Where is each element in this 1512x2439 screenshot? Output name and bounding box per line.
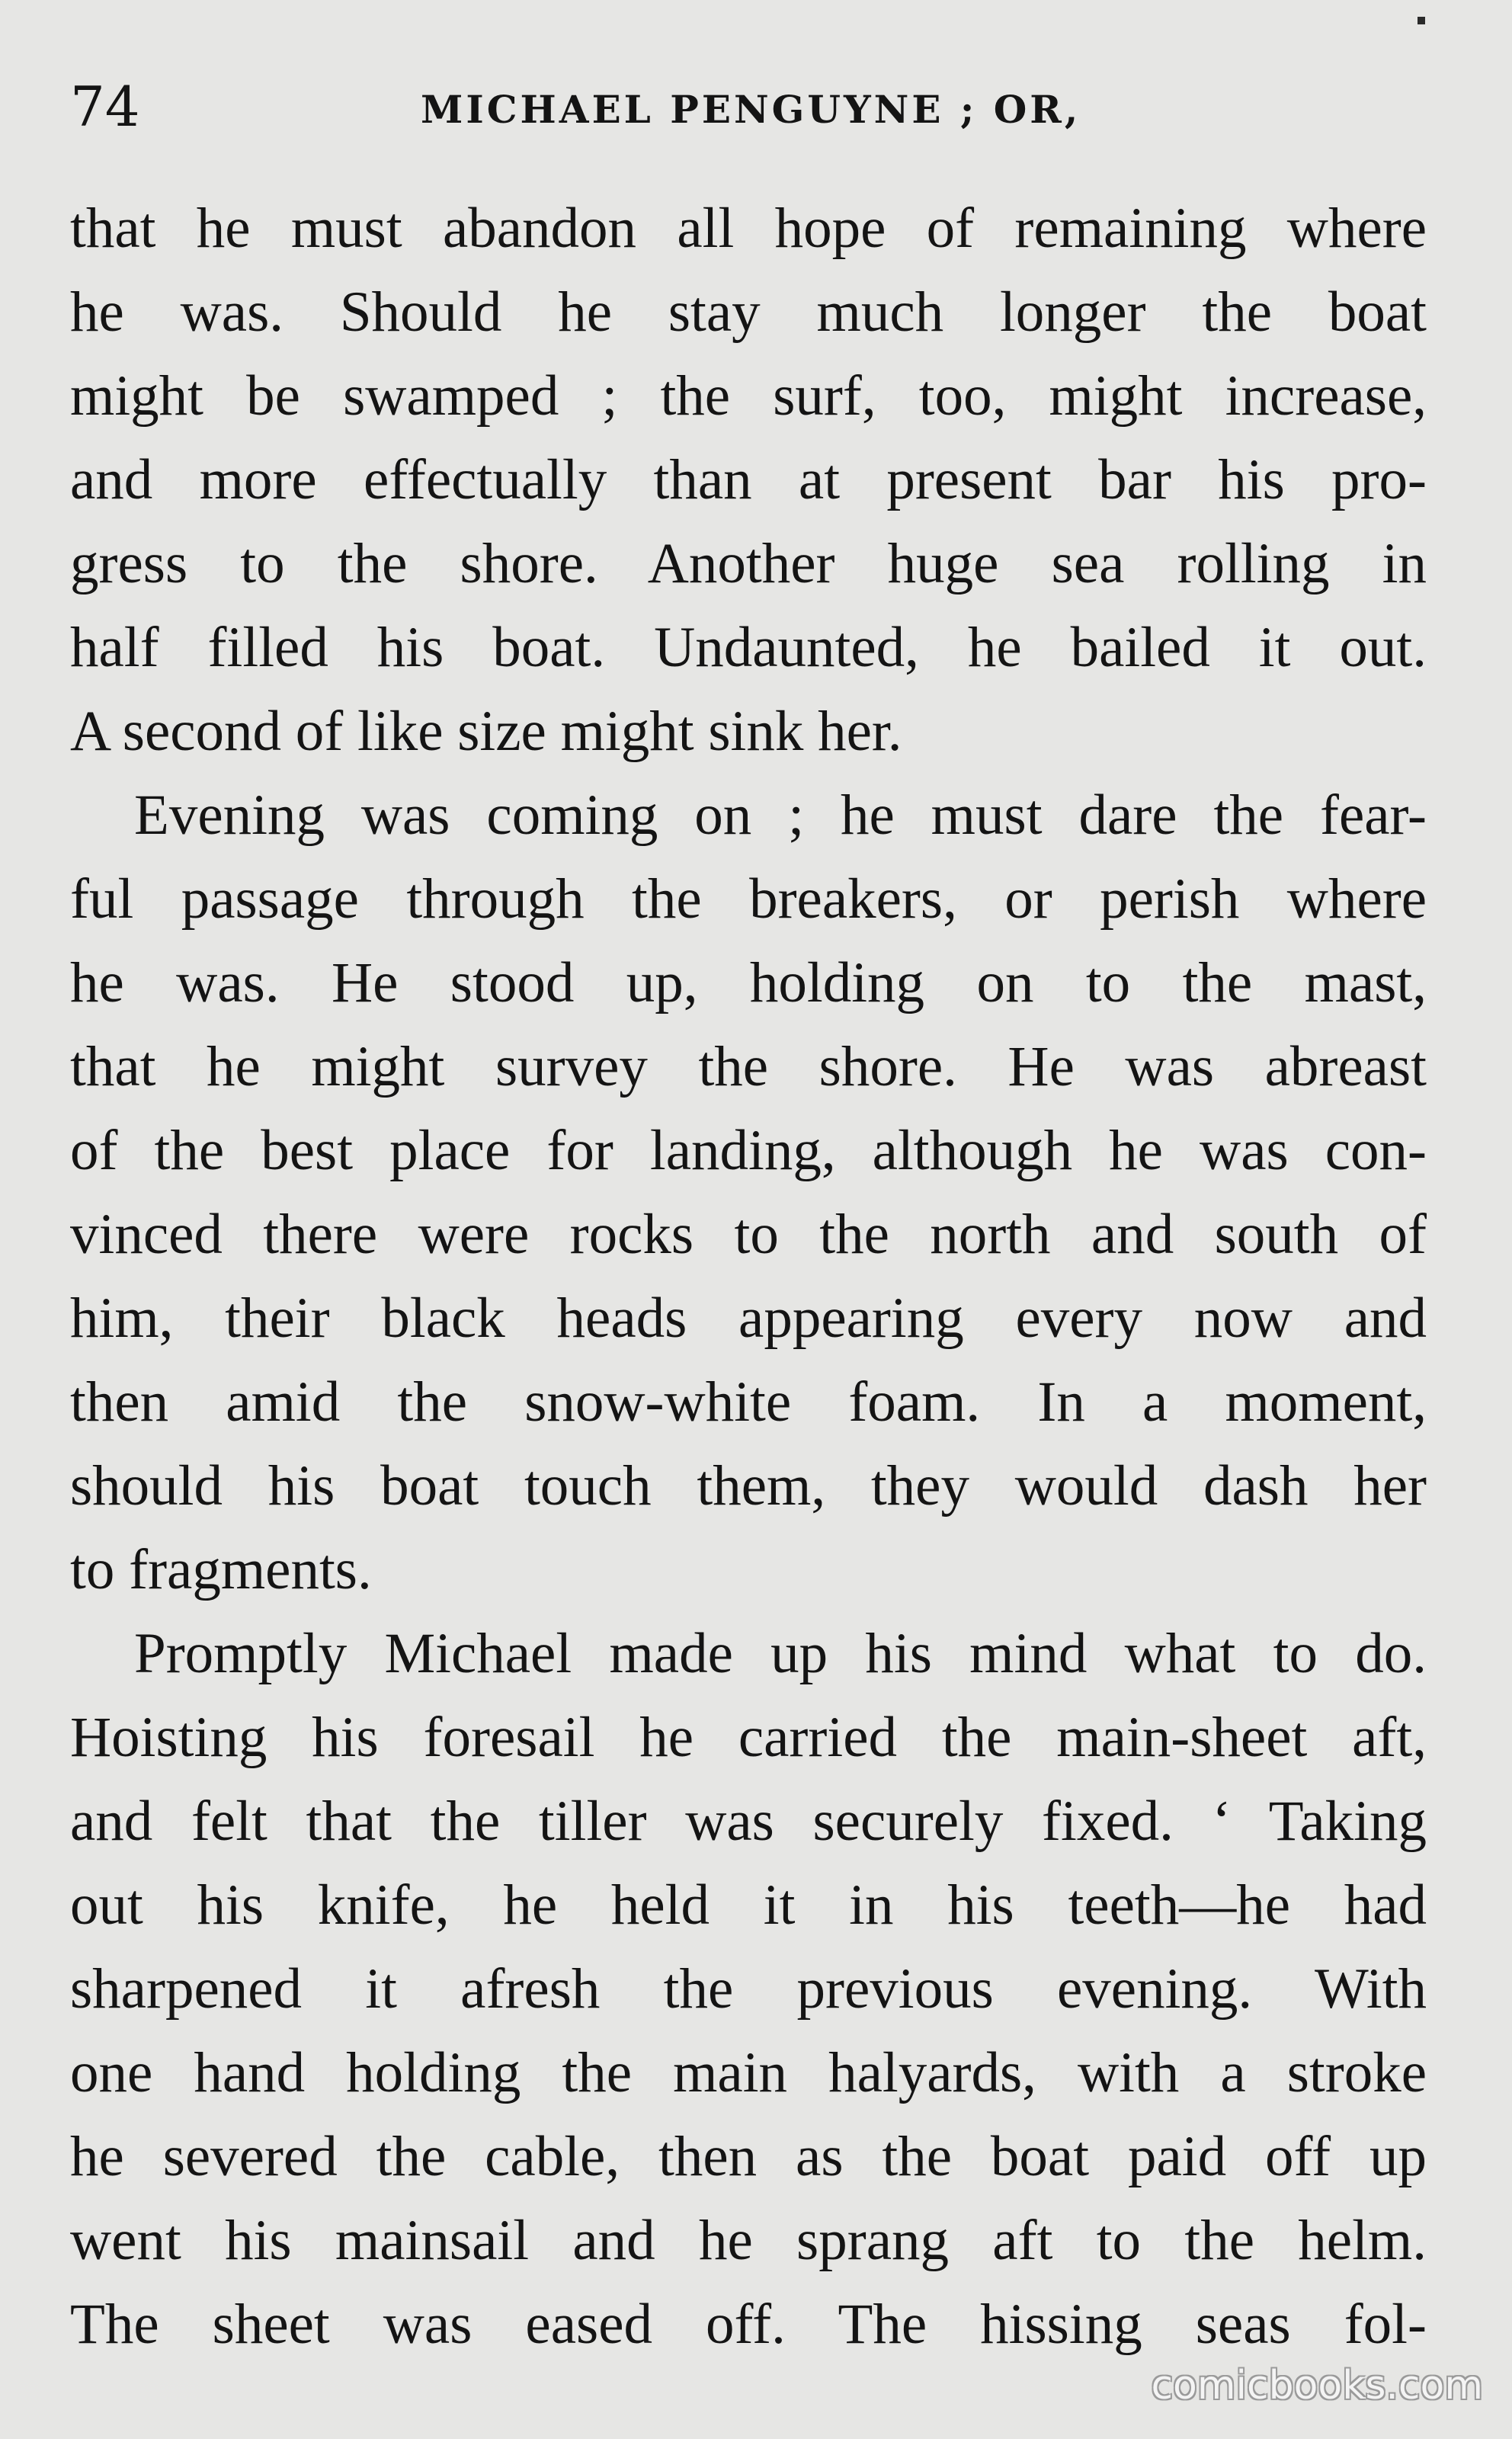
text-line: half filled his boat. Undaunted, he bailed it out.: [70, 616, 1427, 679]
text-line: Promptly Michael made up his mind what to do.: [134, 1622, 1427, 1685]
text-line: vinced there were rocks to the north and south of: [70, 1203, 1427, 1266]
text-line: one hand holding the main halyards, with a stroke: [70, 2041, 1427, 2104]
text-line: went his mainsail and he sprang aft to the helm.: [70, 2209, 1427, 2272]
body-text: [70, 187, 1427, 2367]
text-line: Hoisting his foresail he carried the main-sheet aft,: [70, 1706, 1427, 1769]
text-line: ful passage through the breakers, or perish where: [70, 867, 1427, 931]
scan-speck: [1418, 17, 1425, 24]
text-line: that he must abandon all hope of remaining where: [70, 197, 1427, 260]
text-line: gress to the shore. Another huge sea rolling in: [70, 532, 1427, 595]
text-line: should his boat touch them, they would dash her: [70, 1454, 1427, 1518]
running-title: MICHAEL PENGUYNE ; OR,: [421, 87, 1081, 132]
text-line: A second of like size might sink her.: [70, 700, 902, 763]
text-line: then amid the snow-white foam. In a moment,: [70, 1370, 1427, 1434]
text-line: Evening was coming on ; he must dare the fear-: [134, 784, 1427, 847]
text-line: might be swamped ; the surf, too, might increase,: [70, 364, 1427, 428]
page-number: 74: [70, 75, 140, 139]
watermark: comicbooks.com: [1151, 2363, 1483, 2409]
text-line: The sheet was eased off. The hissing seas fol-: [70, 2293, 1427, 2356]
text-line: out his knife, he held it in his teeth—he had: [70, 1873, 1427, 1937]
text-line: he was. He stood up, holding on to the mast,: [70, 951, 1427, 1014]
text-line: he severed the cable, then as the boat paid off up: [70, 2125, 1427, 2188]
text-line: and more effectually than at present bar his pro-: [70, 448, 1427, 511]
text-line: and felt that the tiller was securely fixed. ‘ Taking: [70, 1790, 1427, 1853]
text-line: he was. Should he stay much longer the boat: [70, 280, 1427, 344]
text-line: him, their black heads appearing every now and: [70, 1287, 1427, 1350]
text-line: of the best place for landing, although he was con-: [70, 1119, 1427, 1182]
text-line: to fragments.: [70, 1538, 372, 1601]
text-line: that he might survey the shore. He was abreast: [70, 1035, 1427, 1098]
text-line: sharpened it afresh the previous evening. With: [70, 1957, 1427, 2021]
running-header: [70, 72, 1427, 141]
